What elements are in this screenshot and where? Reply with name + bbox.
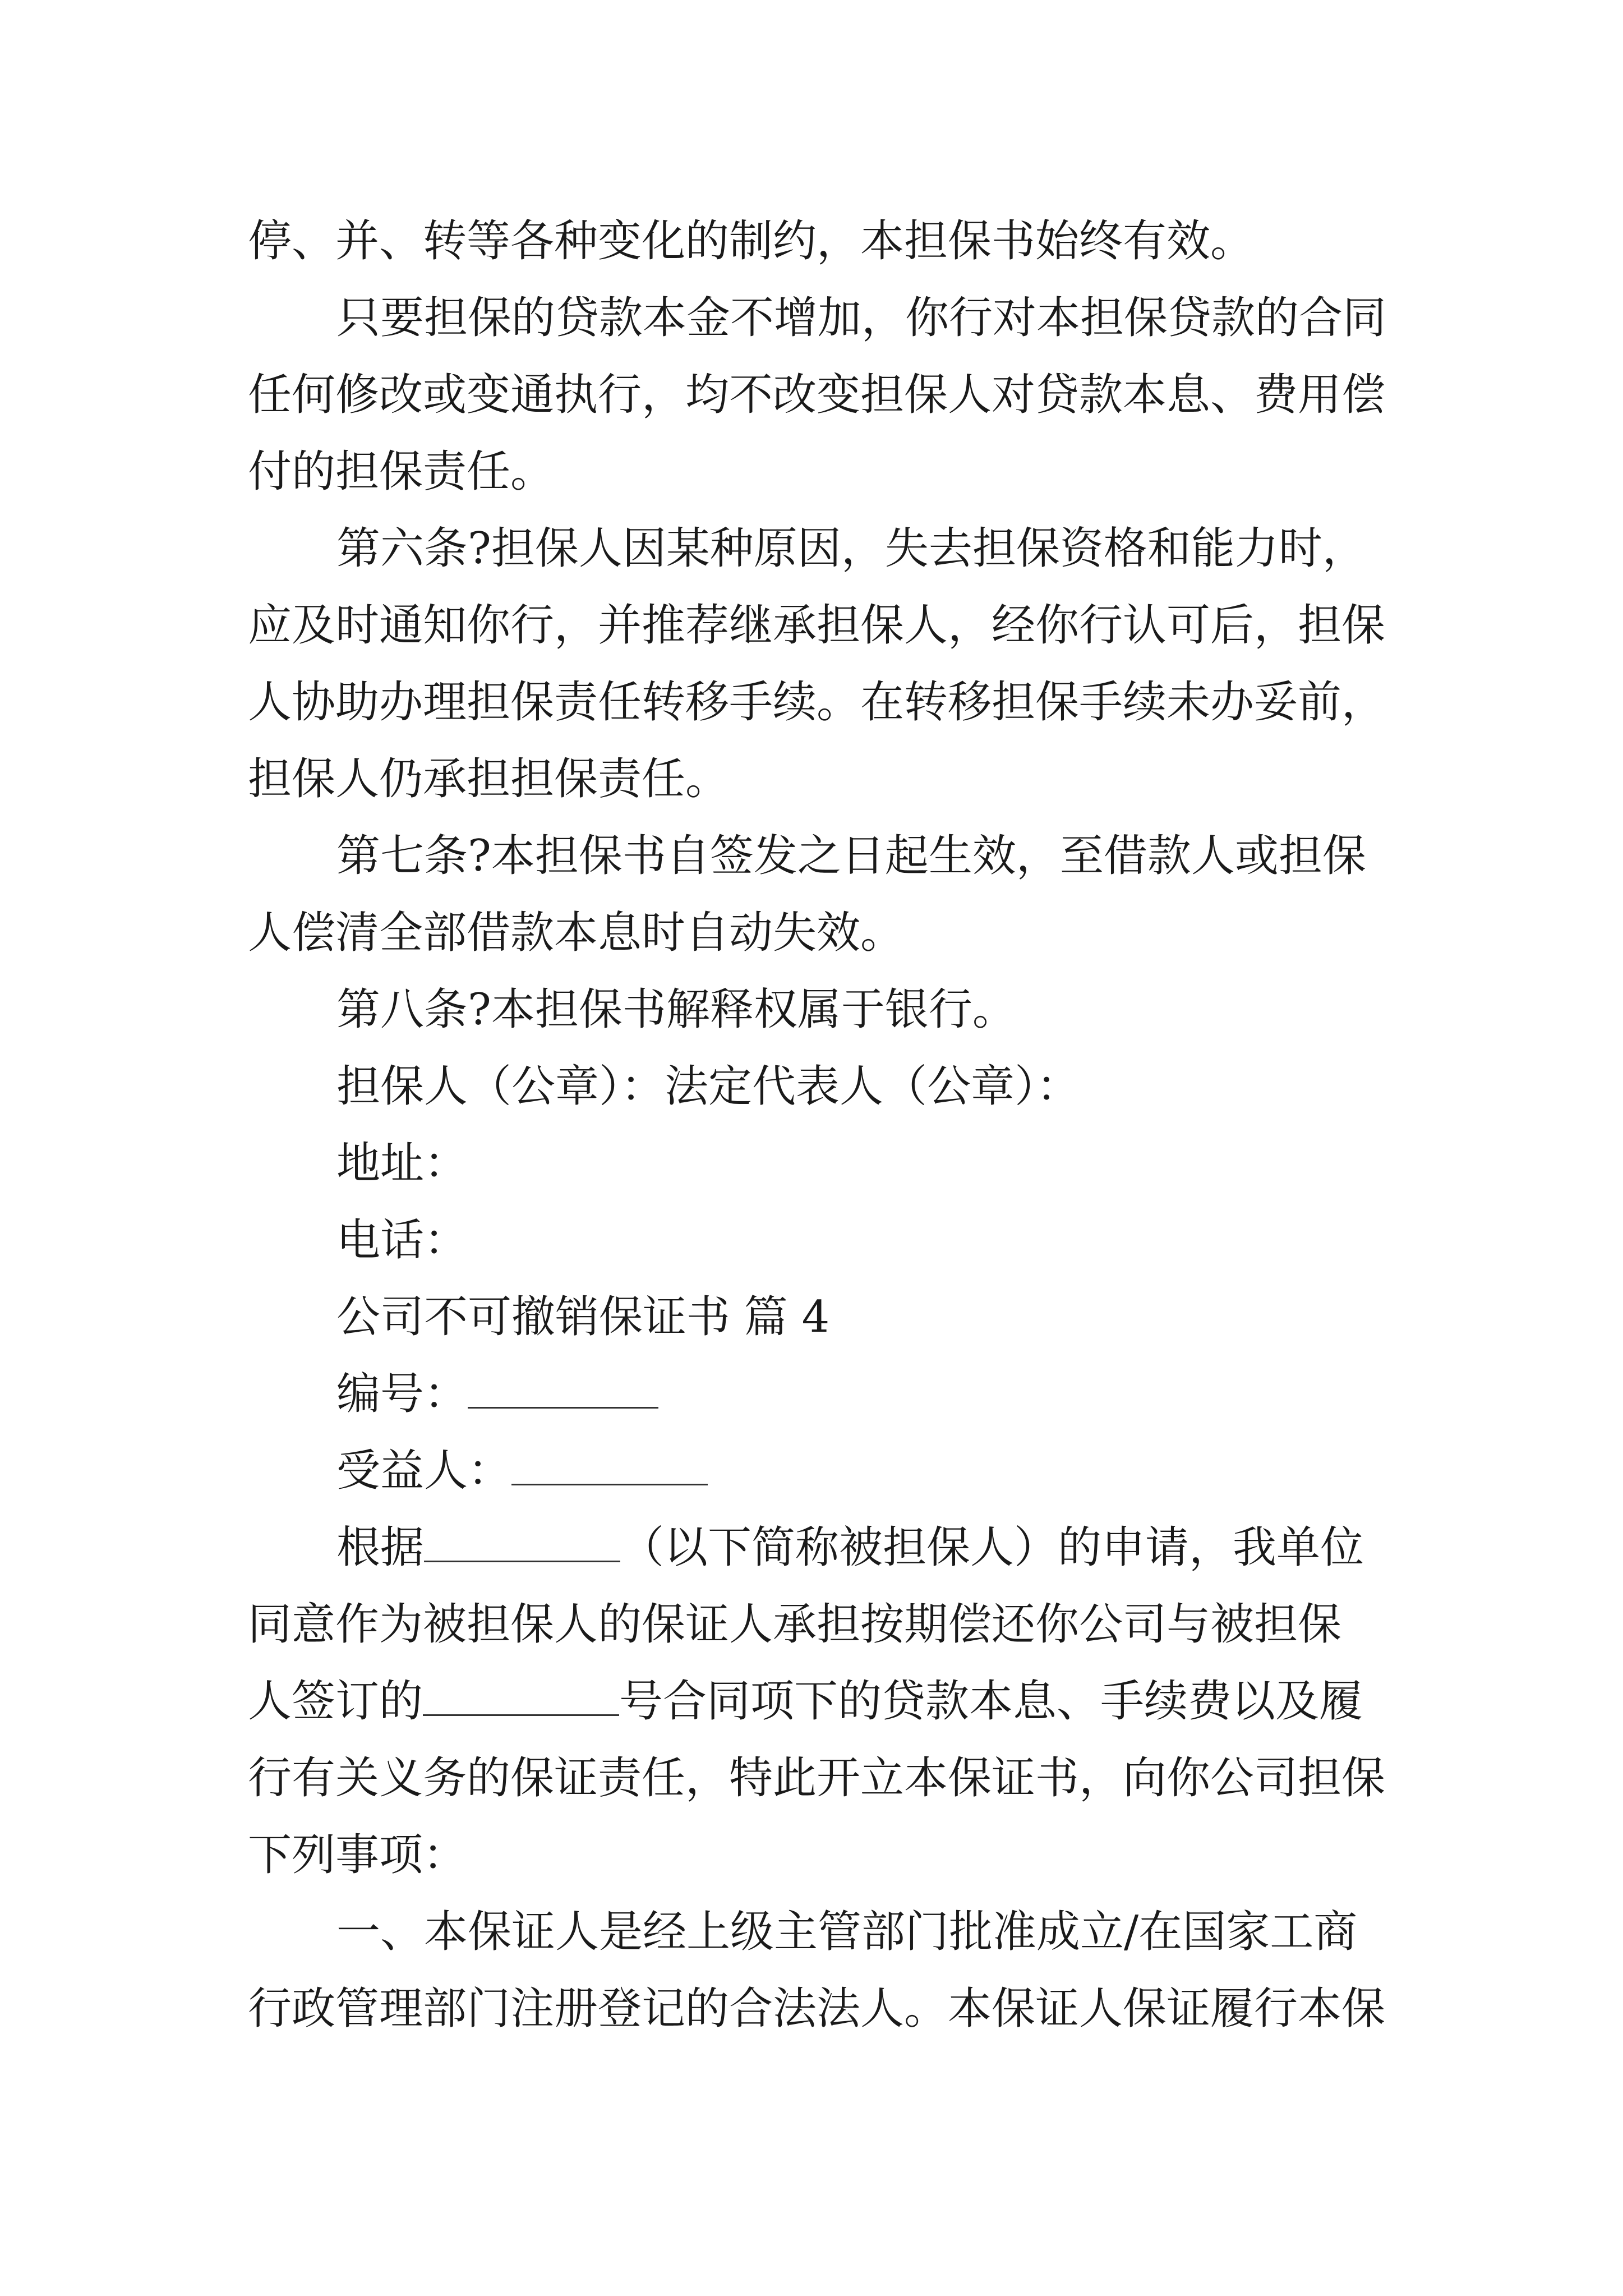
- paragraph-line: 任何修改或变通执行，均不改变担保人对贷款本息、费用偿: [248, 370, 1386, 420]
- paragraph-line: [336, 1520, 1364, 1576]
- paragraph-line: 人协助办理担保责任转移手续。在转移担保手续未办妥前，: [248, 677, 1386, 728]
- paragraph-line: 行政管理部门注册登记的合法法人。本保证人保证履行本保: [248, 1984, 1386, 2034]
- text-span: 人签订的: [248, 1676, 423, 1727]
- section-title: 公司不可撤销保证书 篇 4: [336, 1292, 830, 1342]
- paragraph-line: [248, 1673, 1363, 1729]
- phone-line: 电话：: [336, 1215, 468, 1266]
- number-blank: [468, 1372, 658, 1409]
- paragraph-line: 担保人仍承担担保责任。: [248, 754, 730, 804]
- text-span: 号合同项下的贷款本息、手续费以及履: [619, 1676, 1363, 1727]
- contract-number-blank: [423, 1680, 619, 1716]
- text-span: 根据: [336, 1522, 425, 1573]
- paragraph-line: 付的担保责任。: [248, 447, 555, 497]
- guarantor-seal-line: 担保人（公章）：法定代表人（公章）：: [336, 1061, 1081, 1112]
- beneficiary-field-line: [336, 1443, 708, 1499]
- paragraph-line: 停、并、转等各种变化的制约，本担保书始终有效。: [248, 216, 1255, 266]
- paragraph-line: 只要担保的贷款本金不增加，你行对本担保贷款的合同: [336, 293, 1387, 343]
- number-label: 编号：: [336, 1369, 468, 1419]
- text-span: （以下简称被担保人）的申请，我单位: [620, 1522, 1364, 1573]
- paragraph-line: 人偿清全部借款本息时自动失效。: [248, 908, 905, 958]
- beneficiary-blank: [511, 1449, 708, 1485]
- paragraph-line: 一、本保证人是经上级主管部门批准成立/在国家工商: [336, 1907, 1358, 1957]
- paragraph-line: 下列事项：: [248, 1830, 467, 1880]
- paragraph-line: 应及时通知你行，并推荐继承担保人，经你行认可后，担保: [248, 600, 1386, 651]
- article-six-heading: 第六条?担保人因某种原因，失去担保资格和能力时，: [336, 523, 1366, 574]
- article-seven-heading: 第七条?本担保书自签发之日起生效，至借款人或担保: [336, 831, 1366, 881]
- article-eight-heading: 第八条?本担保书解释权属于银行。: [336, 984, 1016, 1035]
- beneficiary-label: 受益人：: [336, 1446, 512, 1496]
- paragraph-line: 行有关义务的保证责任，特此开立本保证书，向你公司担保: [248, 1753, 1386, 1803]
- guaranteed-party-blank: [424, 1526, 620, 1562]
- paragraph-line: 同意作为被担保人的保证人承担按期偿还你公司与被担保: [248, 1599, 1342, 1650]
- address-line: 地址：: [336, 1138, 468, 1189]
- number-field-line: [336, 1366, 658, 1422]
